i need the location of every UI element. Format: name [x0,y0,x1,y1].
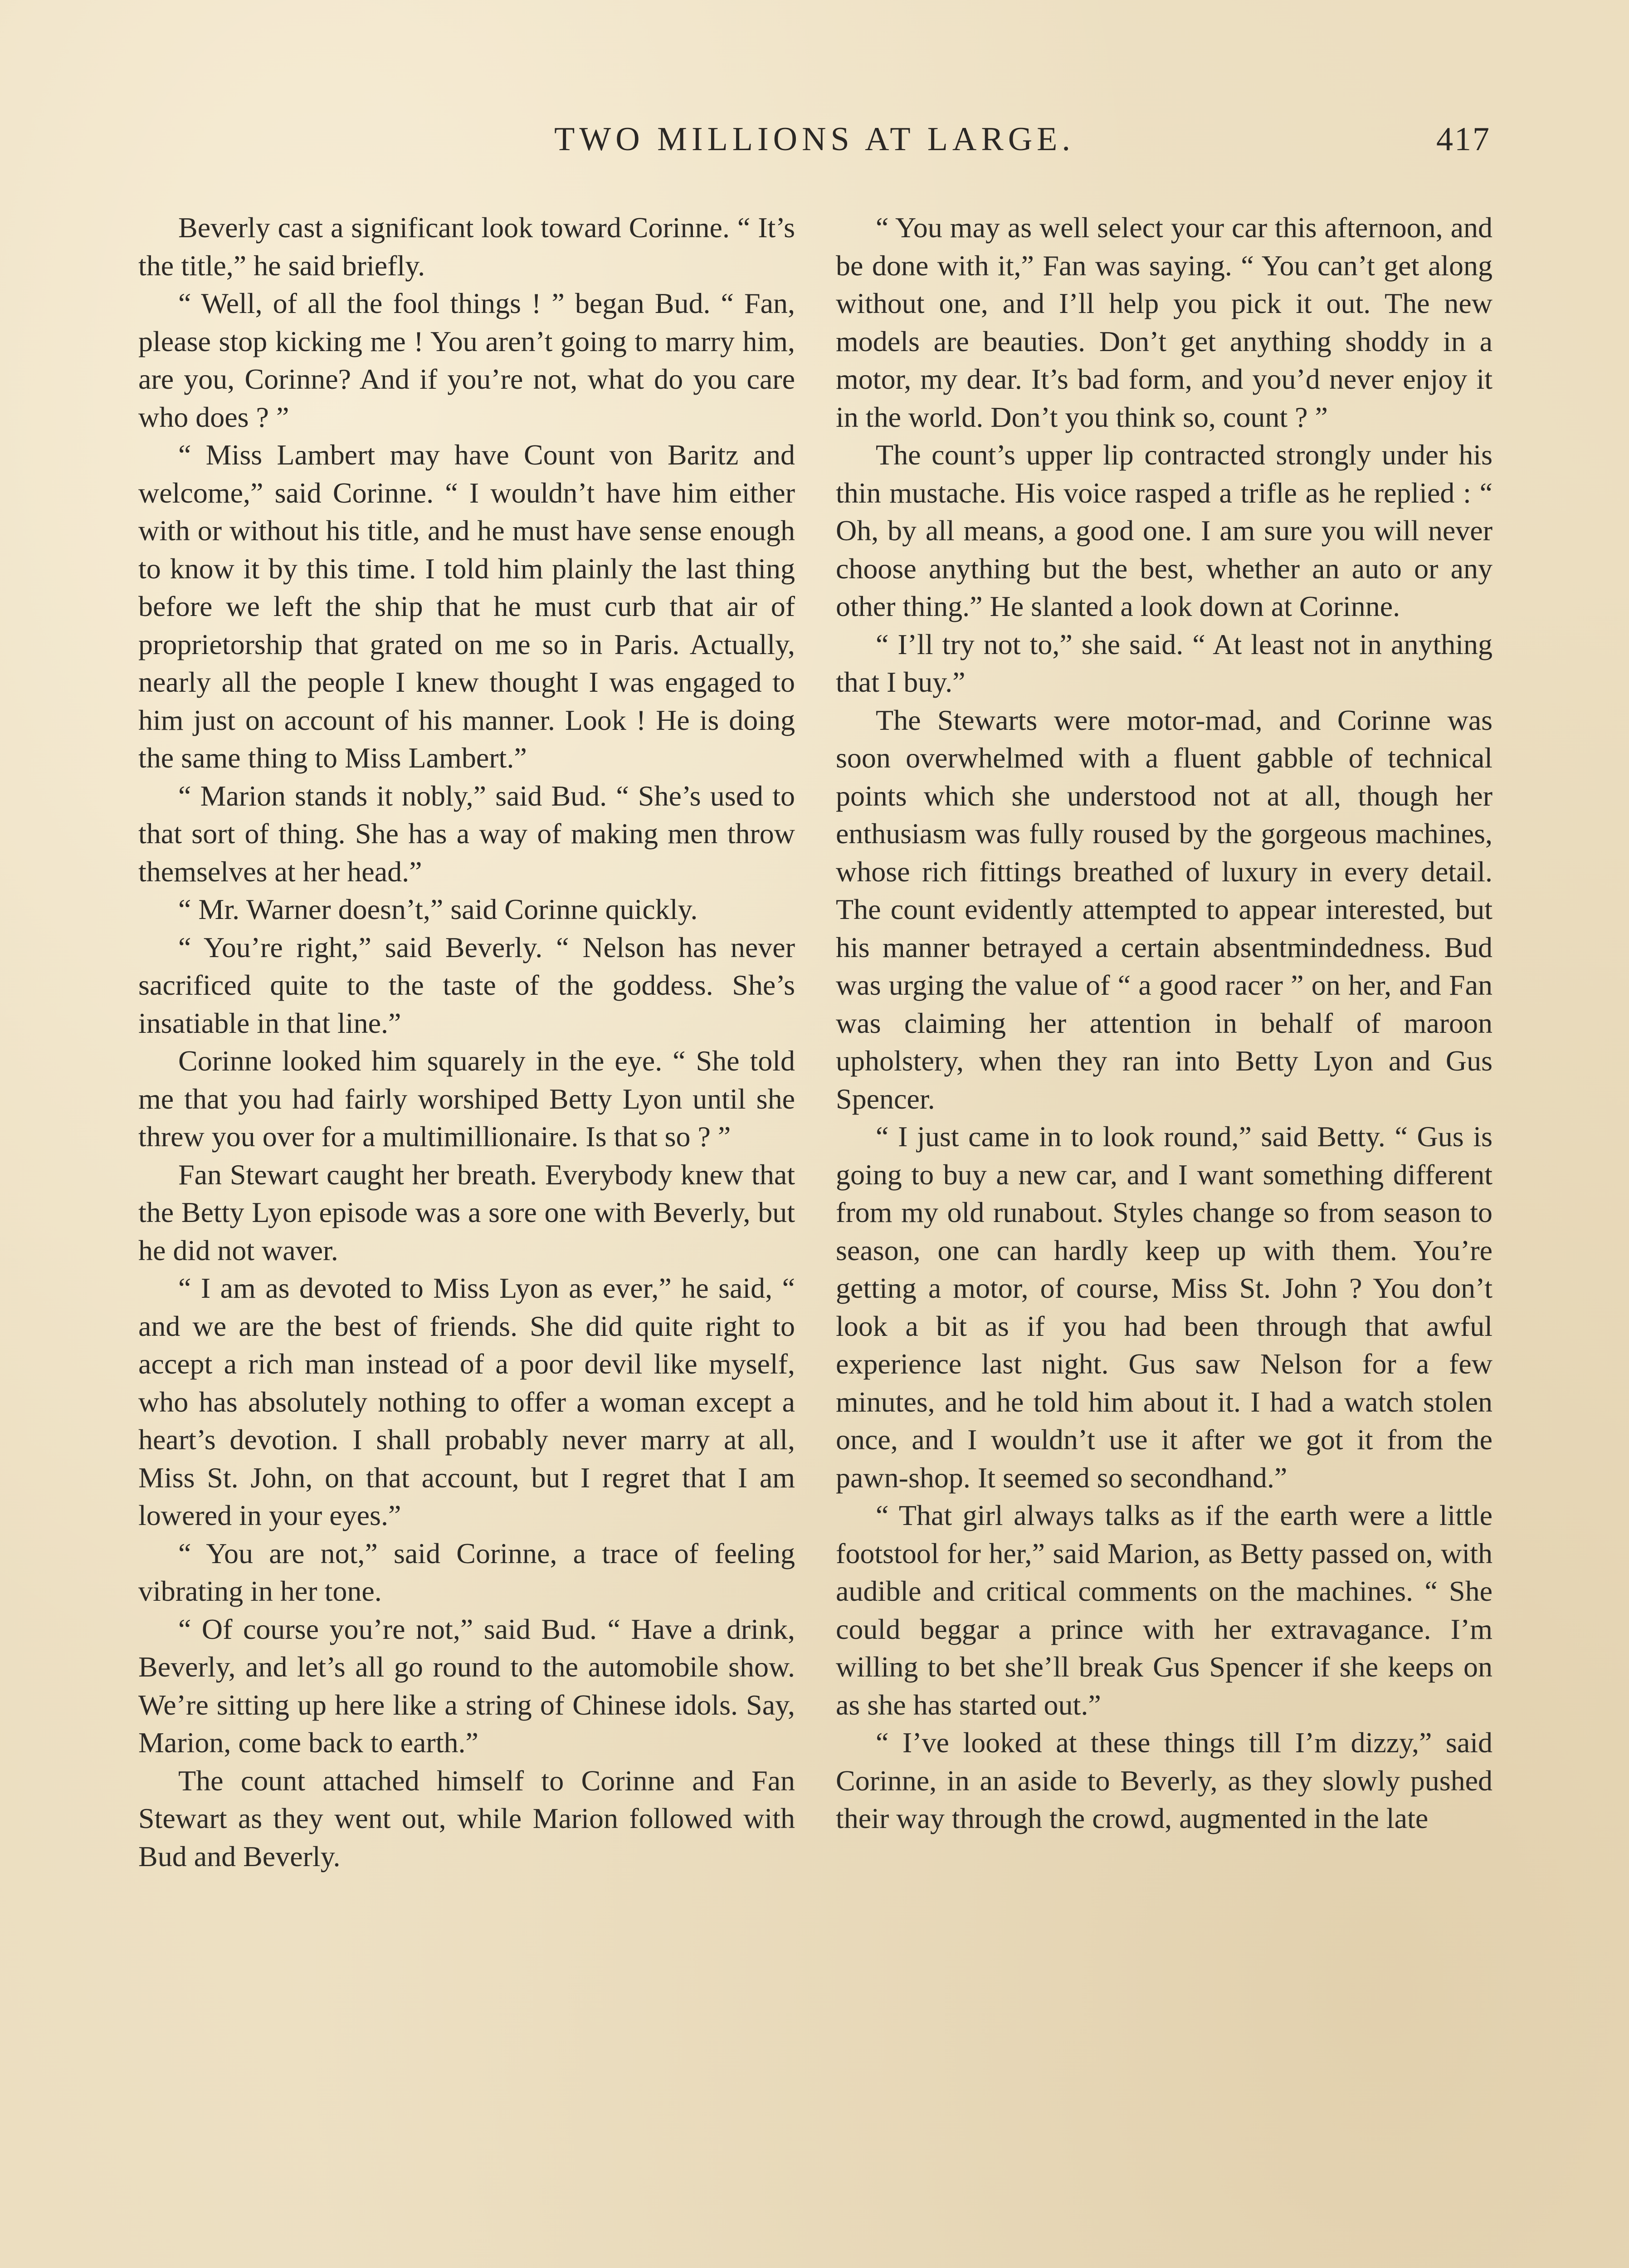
paragraph: “ That girl always talks as if the earth were a little footstool for her,” said Marion, as Betty passed on, with audible and critical comments on the machines. “ She could beggar a prince with her extravagance. I’m willing to bet she’ll break Gus Spencer if she keeps on as she has started out.” [836,1499,1492,1721]
paragraph: “ You may as well select your car this afternoon, and be done with it,” Fan was saying. “ You can’t get along without one, and I’ll help you pick it out. The new models are beauties. Don’t get anything shoddy in a motor, my dear. It’s bad form, and you’d never enjoy it in the world. Don’t you think so, count ? ” [836,211,1492,433]
paragraph: The Stewarts were motor-mad, and Corinne was soon overwhelmed with a fluent gabble of technical points which she understood not at all, though her enthusiasm was fully roused by the gorgeous machines, whose rich fittings breathed of luxury in every detail. The count evidently attempted to appear interested, but his manner betrayed a certain absentmindedness. Bud was urging the value of “ a good racer ” on her, and Fan was claiming her attention in behalf of maroon upholstery, when they ran into Betty Lyon and Gus Spencer. [836,704,1492,1115]
paragraph: “ Miss Lambert may have Count von Baritz and welcome,” said Corinne. “ I wouldn’t have him either with or without his title, and he must have sense enough to know it by this time. I told him plainly the last thing before we left the ship that he must curb that air of proprietorship that grated on me so in Paris. Actually, nearly all the people I knew thought I was engaged to him just on account of his manner. Look ! He is doing the same thing to Miss Lambert.” [138,439,795,774]
paragraph: “ Marion stands it nobly,” said Bud. “ She’s used to that sort of thing. She has a way of making men throw themselves at her head.” [138,779,795,888]
paragraph: “ You’re right,” said Beverly. “ Nelson has never sacrificed quite to the taste of the goddess. She’s insatiable in that line.” [138,931,795,1039]
right-column [836,209,1492,1838]
paragraph: “ Of course you’re not,” said Bud. “ Have a drink, Beverly, and let’s all go round to the automobile show. We’re sitting up here like a string of Chinese idols. Say, Marion, come back to earth.” [138,1613,795,1759]
paragraph: The count attached himself to Corinne and Fan Stewart as they went out, while Marion followed with Bud and Beverly. [138,1764,795,1872]
running-title: TWO MILLIONS AT LARGE. [554,121,1075,158]
paragraph: Beverly cast a significant look toward Corinne. “ It’s the title,” he said briefly. [138,211,795,282]
paragraph: Fan Stewart caught her breath. Everybody knew that the Betty Lyon episode was a sore one with Beverly, but he did not waver. [138,1158,795,1266]
paragraph: The count’s upper lip contracted strongly under his thin mustache. His voice rasped a trifle as he replied : “ Oh, by all means, a good one. I am sure you will never choose anything but the best, whether an auto or any other thing.” He slanted a look down at Corinne. [836,439,1492,622]
paragraph: “ I’ve looked at these things till I’m dizzy,” said Corinne, in an aside to Beverly, as they slowly pushed their way through the crowd, augmented in the late [836,1726,1492,1834]
paragraph: “ I’ll try not to,” she said. “ At least not in anything that I buy.” [836,628,1492,698]
paragraph: “ I just came in to look round,” said Betty. “ Gus is going to buy a new car, and I want something different from my old runabout. Styles change so from season to season, one can hardly keep up with them. You’re getting a motor, of course, Miss St. John ? You don’t look a bit as if you had been through that awful experience last night. Gus saw Nelson for a few minutes, and he told him about it. I had a watch stolen once, and I wouldn’t use it after we got it from the pawn-shop. It seemed so secondhand.” [836,1120,1492,1494]
paragraph: “ Mr. Warner doesn’t,” said Corinne quickly. [178,893,698,925]
paragraph: “ Well, of all the fool things ! ” began Bud. “ Fan, please stop kicking me ! You aren’t going to marry him, are you, Corinne? And if you’re not, what do you care who does ? ” [138,287,795,433]
left-column [138,209,795,1875]
page-number: 417 [1436,121,1491,158]
paragraph: “ I am as devoted to Miss Lyon as ever,” he said, “ and we are the best of friends. She did quite right to accept a rich man instead of a poor devil like myself, who has absolutely nothing to offer a woman except a heart’s devotion. I shall probably never marry at all, Miss St. John, on that account, but I regret that I am lowered in your eyes.” [138,1272,795,1531]
paragraph: “ You are not,” said Corinne, a trace of feeling vibrating in her tone. [138,1537,795,1607]
paragraph: Corinne looked him squarely in the eye. “ She told me that you had fairly worshiped Betty Lyon until she threw you over for a multimillionaire. Is that so ? ” [138,1045,795,1153]
